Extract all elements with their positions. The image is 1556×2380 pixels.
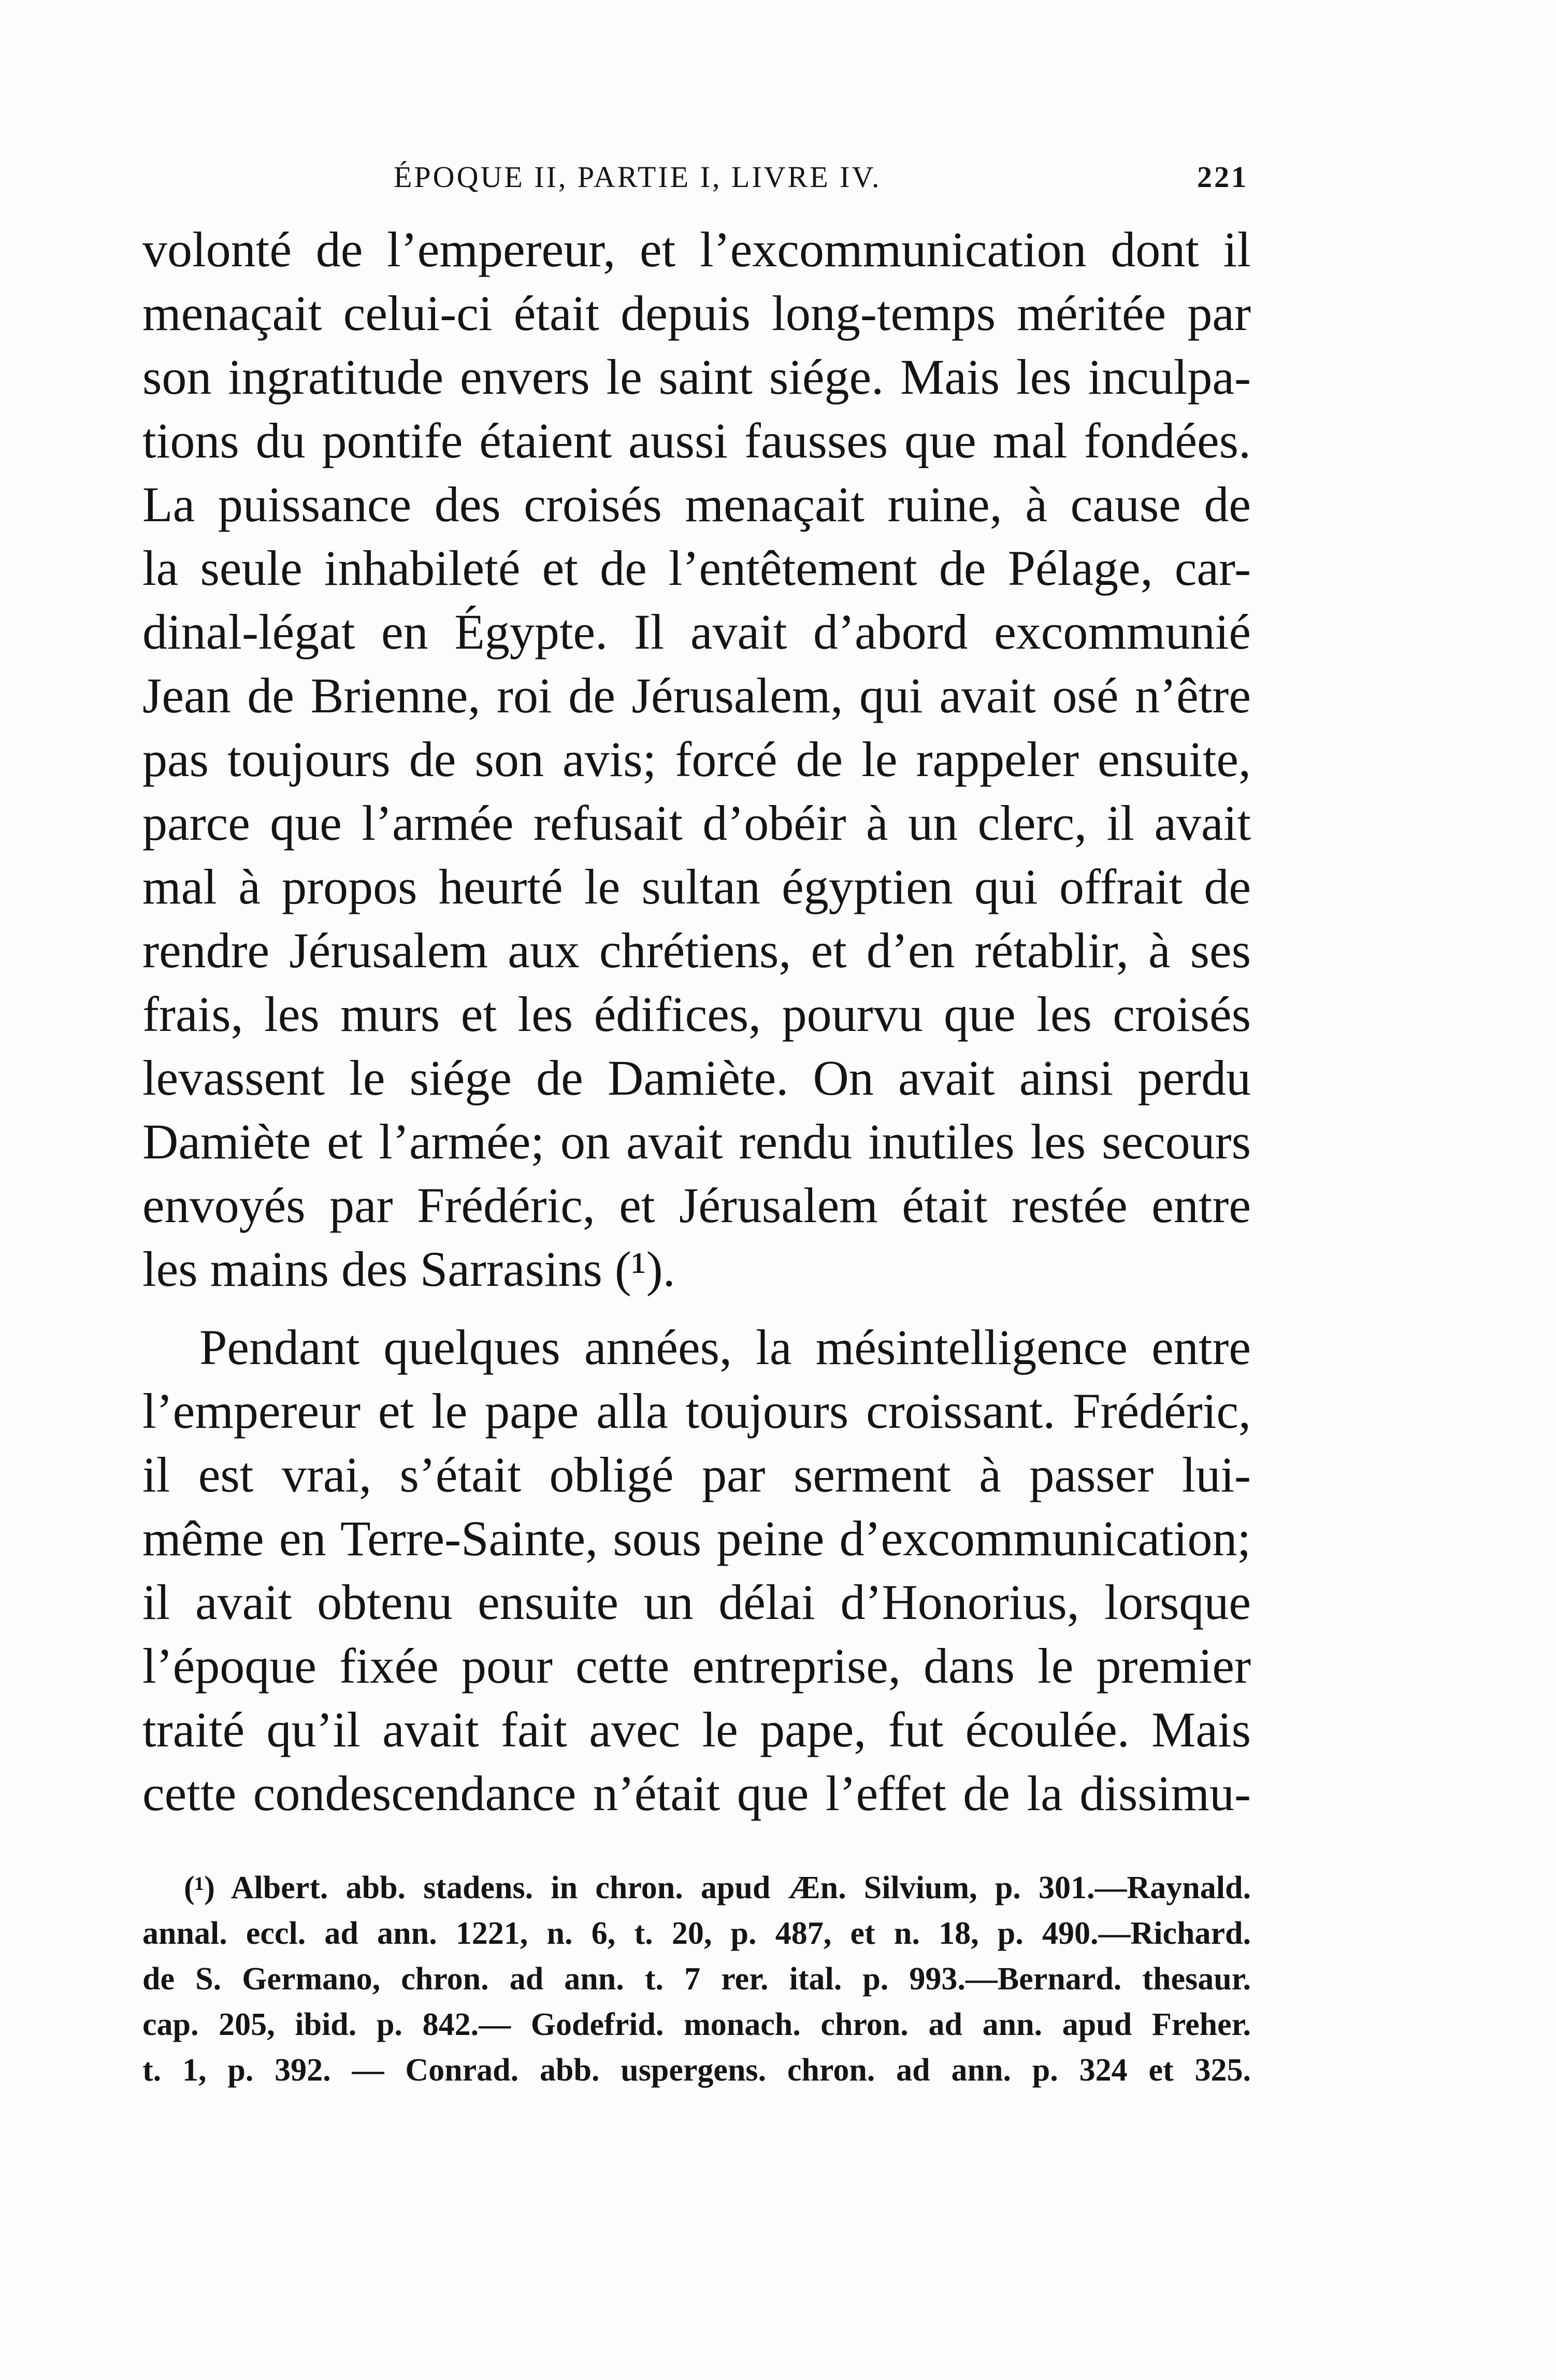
- text-line: envoyés par Frédéric, et Jérusalem était restée entre: [142, 1178, 1251, 1233]
- text-line: l’empereur et le pape alla toujours croissant. Frédéric,: [142, 1383, 1251, 1439]
- text-line: Damiète et l’armée; on avait rendu inutiles les secours: [142, 1114, 1251, 1169]
- paragraph-start-line: Pendant quelques années, la mésintelligence entre: [199, 1320, 1251, 1375]
- text-line: il est vrai, s’était obligé par serment à passer lui-: [142, 1447, 1251, 1502]
- text-line: tions du pontife étaient aussi fausses que mal fondées.: [142, 413, 1251, 468]
- footnotes: [142, 1865, 1251, 2093]
- text-line: La puissance des croisés menaçait ruine, à cause de: [142, 477, 1251, 532]
- footnote-line: de S. Germano, chron. ad ann. t. 7 rer. ital. p. 993.—Bernard. thesaur.: [142, 1961, 1251, 1997]
- text-line: l’époque fixée pour cette entreprise, dans le premier: [142, 1638, 1251, 1694]
- text-line: son ingratitude envers le saint siége. Mais les inculpa-: [142, 349, 1251, 405]
- paragraph-end-line: les mains des Sarrasins (¹).: [142, 1241, 675, 1297]
- text-line: parce que l’armée refusait d’obéir à un clerc, il avait: [142, 795, 1251, 851]
- running-head-title: ÉPOQUE II, PARTIE I, LIVRE IV.: [394, 160, 882, 194]
- text-line: menaçait celui-ci était depuis long-temps méritée par: [142, 285, 1251, 341]
- page-number: 221: [1197, 160, 1248, 194]
- text-line: frais, les murs et les édifices, pourvu que les croisés: [142, 986, 1251, 1042]
- running-head: [145, 155, 1248, 197]
- footnote-line: (¹) Albert. abb. stadens. in chron. apud Æn. Silvium, p. 301.—Raynald.: [184, 1870, 1251, 1905]
- text-line: mal à propos heurté le sultan égyptien qui offrait de: [142, 859, 1251, 914]
- text-line: il avait obtenu ensuite un délai d’Honorius, lorsque: [142, 1574, 1251, 1630]
- text-line: levassent le siége de Damiète. On avait ainsi perdu: [142, 1050, 1251, 1106]
- text-line: pas toujours de son avis; forcé de le rappeler ensuite,: [142, 732, 1251, 787]
- footnote-line: t. 1, p. 392. — Conrad. abb. uspergens. chron. ad ann. p. 324 et 325.: [142, 2053, 1251, 2088]
- text-line: volonté de l’empereur, et l’excommunication dont il: [142, 222, 1251, 277]
- text-line: même en Terre-Sainte, sous peine d’excommunication;: [142, 1511, 1251, 1566]
- text-line: Jean de Brienne, roi de Jérusalem, qui avait osé n’être: [142, 668, 1251, 723]
- text-line: cette condescendance n’était que l’effet de la dissimu-: [142, 1766, 1251, 1821]
- footnote-line: annal. eccl. ad ann. 1221, n. 6, t. 20, p. 487, et n. 18, p. 490.—Richard.: [142, 1916, 1251, 1951]
- text-line: dinal-légat en Égypte. Il avait d’abord excommunié: [142, 604, 1251, 659]
- main-text: [142, 218, 1251, 1825]
- text-line: traité qu’il avait fait avec le pape, fut écoulée. Mais: [142, 1702, 1251, 1757]
- text-line: la seule inhabileté et de l’entêtement de Pélage, car-: [142, 540, 1251, 596]
- footnote-line: cap. 205, ibid. p. 842.— Godefrid. monach. chron. ad ann. apud Freher.: [142, 2007, 1251, 2042]
- text-line: rendre Jérusalem aux chrétiens, et d’en rétablir, à ses: [142, 923, 1251, 978]
